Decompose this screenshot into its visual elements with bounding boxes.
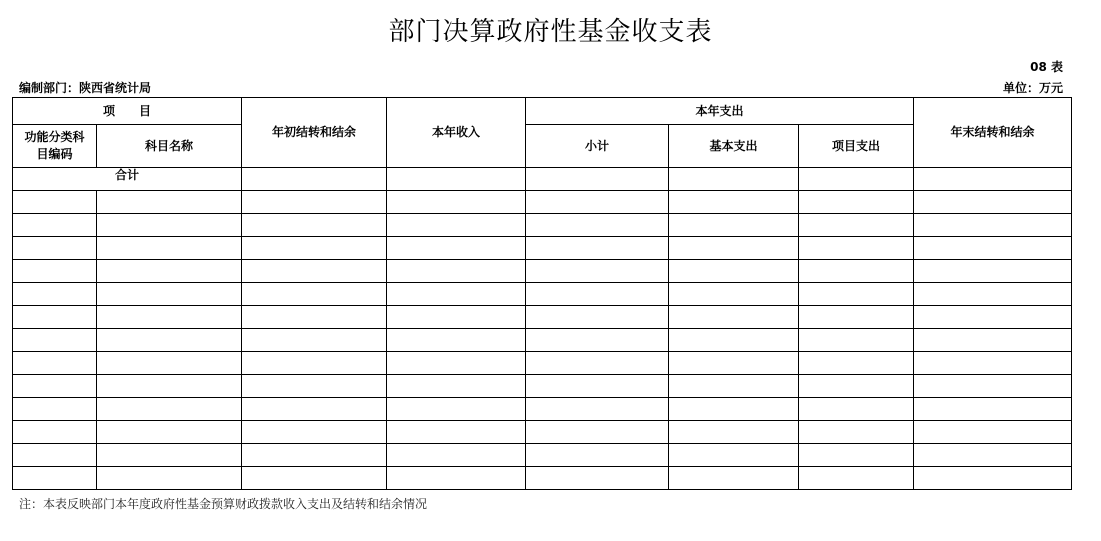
table-cell	[669, 352, 799, 375]
header-item-group: 项 目	[13, 98, 242, 125]
table-cell	[799, 283, 914, 306]
table-cell	[387, 191, 526, 214]
table-cell	[387, 237, 526, 260]
table-row	[13, 375, 1072, 398]
table-cell	[13, 260, 97, 283]
table-cell	[526, 237, 669, 260]
table-cell	[669, 421, 799, 444]
table-cell	[242, 306, 387, 329]
total-cell	[669, 168, 799, 191]
table-cell	[387, 467, 526, 490]
table-cell	[526, 260, 669, 283]
table-cell	[669, 191, 799, 214]
table-cell	[914, 237, 1072, 260]
table-cell	[97, 444, 242, 467]
table-cell	[914, 306, 1072, 329]
table-cell	[914, 398, 1072, 421]
table-row	[13, 237, 1072, 260]
table-cell	[669, 260, 799, 283]
header-beginning-balance: 年初结转和结余	[242, 98, 387, 168]
table-cell	[526, 283, 669, 306]
total-cell	[914, 168, 1072, 191]
header-project-expense: 项目支出	[799, 125, 914, 168]
table-cell	[97, 237, 242, 260]
table-cell	[799, 191, 914, 214]
table-cell	[799, 375, 914, 398]
table-cell	[97, 398, 242, 421]
header-subject-name: 科目名称	[97, 125, 242, 168]
table-cell	[387, 214, 526, 237]
table-row	[13, 398, 1072, 421]
table-row	[13, 214, 1072, 237]
table-cell	[97, 306, 242, 329]
table-cell	[914, 467, 1072, 490]
header-func-code: 功能分类科目编码	[13, 125, 97, 168]
table-cell	[97, 375, 242, 398]
table-cell	[13, 375, 97, 398]
table-cell	[799, 329, 914, 352]
table-cell	[799, 352, 914, 375]
table-cell	[526, 214, 669, 237]
total-cell	[799, 168, 914, 191]
table-cell	[242, 375, 387, 398]
table-row	[13, 421, 1072, 444]
table-cell	[242, 260, 387, 283]
table-cell	[799, 306, 914, 329]
table-cell	[97, 467, 242, 490]
table-cell	[387, 260, 526, 283]
table-row	[13, 191, 1072, 214]
total-cell	[387, 168, 526, 191]
table-cell	[13, 329, 97, 352]
table-row	[13, 329, 1072, 352]
table-row	[13, 260, 1072, 283]
table-cell	[13, 306, 97, 329]
table-cell	[799, 444, 914, 467]
header-ending-balance: 年末结转和结余	[914, 98, 1072, 168]
table-cell	[669, 237, 799, 260]
table-cell	[97, 421, 242, 444]
table-cell	[242, 398, 387, 421]
table-cell	[669, 375, 799, 398]
table-row	[13, 283, 1072, 306]
form-number: 08 表	[1030, 60, 1063, 74]
table-cell	[242, 191, 387, 214]
table-cell	[387, 421, 526, 444]
table-cell	[914, 191, 1072, 214]
table-row	[13, 444, 1072, 467]
unit-label: 单位：万元	[1002, 81, 1063, 95]
total-row	[13, 168, 1072, 191]
table-cell	[387, 329, 526, 352]
table-cell	[669, 214, 799, 237]
table-cell	[13, 398, 97, 421]
table-cell	[387, 283, 526, 306]
table-cell	[526, 398, 669, 421]
table-row	[13, 352, 1072, 375]
table-cell	[799, 467, 914, 490]
table-cell	[13, 467, 97, 490]
department-label: 编制部门：陕西省统计局	[19, 81, 152, 95]
table-cell	[97, 352, 242, 375]
table-cell	[97, 329, 242, 352]
table-cell	[669, 444, 799, 467]
table-cell	[13, 283, 97, 306]
table-cell	[387, 444, 526, 467]
table-cell	[914, 421, 1072, 444]
table-cell	[914, 444, 1072, 467]
header-current-income: 本年收入	[387, 98, 526, 168]
table-cell	[914, 260, 1072, 283]
table-cell	[13, 214, 97, 237]
table-cell	[97, 260, 242, 283]
table-cell	[387, 375, 526, 398]
table-cell	[526, 352, 669, 375]
table-cell	[242, 214, 387, 237]
table-cell	[526, 306, 669, 329]
table-cell	[914, 214, 1072, 237]
table-cell	[387, 352, 526, 375]
table-cell	[914, 329, 1072, 352]
table-cell	[799, 398, 914, 421]
table-cell	[799, 260, 914, 283]
table-cell	[13, 352, 97, 375]
table-cell	[526, 329, 669, 352]
table-cell	[669, 306, 799, 329]
total-label: 合计	[13, 168, 242, 191]
table-cell	[387, 306, 526, 329]
table-cell	[526, 421, 669, 444]
table-cell	[13, 444, 97, 467]
table-cell	[914, 375, 1072, 398]
header-basic-expense: 基本支出	[669, 125, 799, 168]
table-cell	[242, 283, 387, 306]
table-cell	[669, 283, 799, 306]
total-cell	[526, 168, 669, 191]
table-row	[13, 306, 1072, 329]
table-cell	[97, 214, 242, 237]
table-cell	[669, 467, 799, 490]
header-subtotal: 小计	[526, 125, 669, 168]
table-cell	[526, 467, 669, 490]
header-current-expense-group: 本年支出	[526, 98, 914, 125]
table-cell	[914, 352, 1072, 375]
table-cell	[242, 467, 387, 490]
table-cell	[669, 329, 799, 352]
table-cell	[97, 283, 242, 306]
table-cell	[242, 329, 387, 352]
table-cell	[799, 237, 914, 260]
page-title: 部门决算政府性基金收支表	[388, 17, 713, 47]
table-cell	[97, 191, 242, 214]
table-cell	[387, 398, 526, 421]
fund-table	[12, 97, 1072, 490]
table-cell	[669, 398, 799, 421]
table-cell	[13, 421, 97, 444]
table-cell	[13, 237, 97, 260]
table-cell	[914, 283, 1072, 306]
total-cell	[242, 168, 387, 191]
table-cell	[13, 191, 97, 214]
table-cell	[242, 237, 387, 260]
table-cell	[526, 191, 669, 214]
table-cell	[526, 375, 669, 398]
table-cell	[242, 421, 387, 444]
table-cell	[799, 214, 914, 237]
table-row	[13, 467, 1072, 490]
table-cell	[242, 352, 387, 375]
footer-note: 注：本表反映部门本年度政府性基金预算财政拨款收入支出及结转和结余情况	[19, 497, 428, 511]
table-cell	[799, 421, 914, 444]
table-cell	[242, 444, 387, 467]
table-cell	[526, 444, 669, 467]
